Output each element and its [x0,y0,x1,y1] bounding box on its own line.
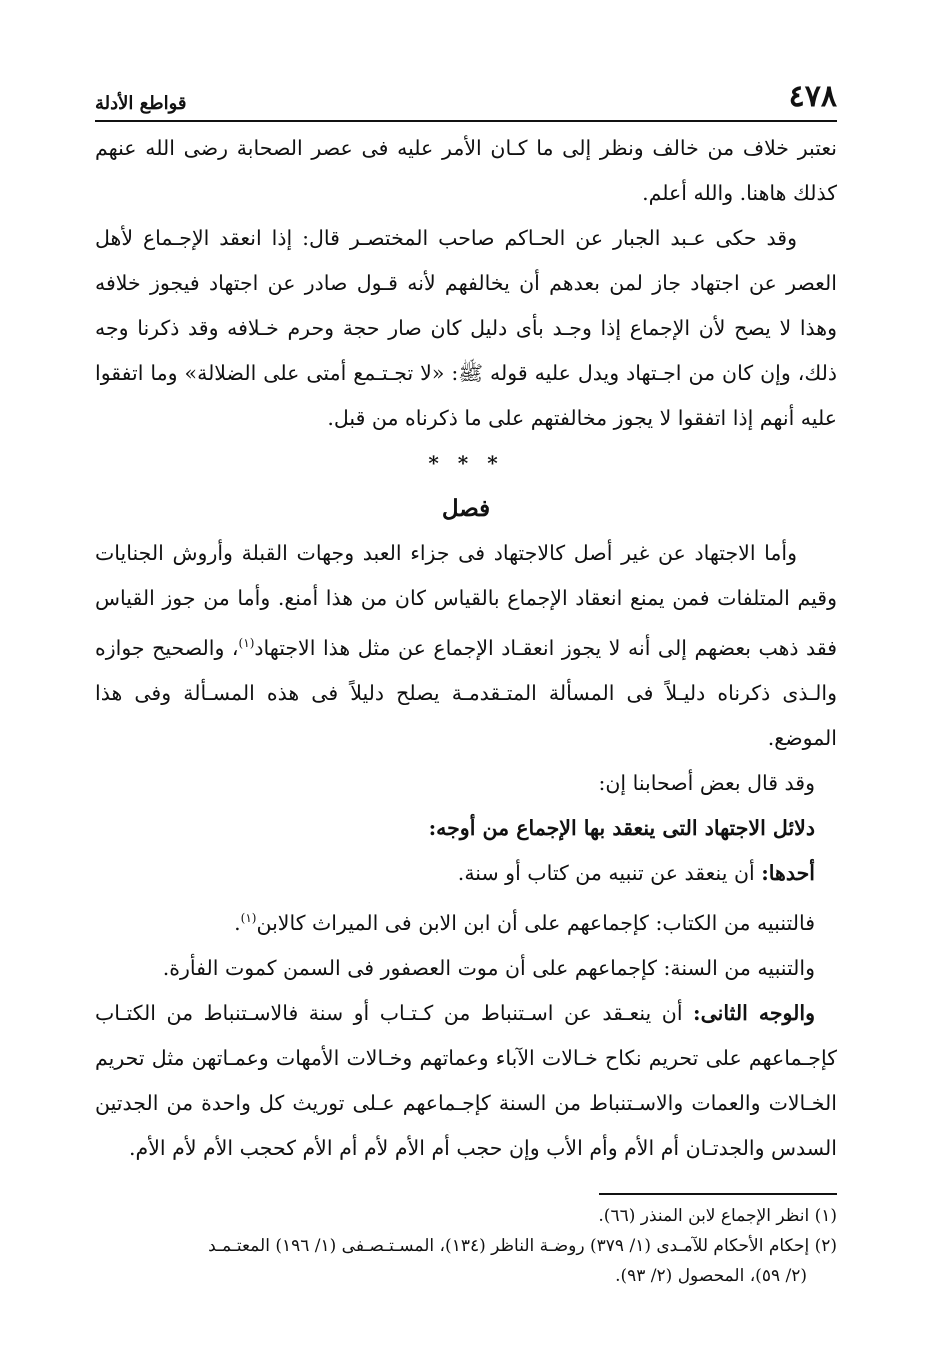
page-header [95,70,837,114]
paragraph-8-text: أن ينعـقد عن اسـتنباط من كـتـاب أو سنة فالاسـتنباط من الكتـاب كإجـماعهم على تحريم نكاح خـالات الآباء وعماتهم وخـالات الأمهات وعمـاتهن مثل تحريم الخـالات والعمات والاسـتنباط من السنة كإجـماعهم عـلى توريث كل واحدة من الجدتين السدس والجدتـان أم الأم وأم الأب وإن حجب أم الأم لأم أم الأم كحجب الأم لأم الأم. [95,1000,837,1160]
footnote-2: (٢) إحكام الأحكام للآمـدى (١/ ٣٧٩) روضـة الناظر (١٣٤)، المسـتـصـفى (١/ ١٩٦) المعتـمـد [208,1235,837,1256]
paragraph-1: نعتبر خلاف من خالف ونظر إلى ما كـان الأمر عليه فى عصر الصحابة رضى الله عنهم كذلك هاهنا. والله أعلم. [95,136,837,205]
footnote-ref: (١) [240,910,257,925]
subheading: دلائل الاجتهاد التى ينعقد بها الإجماع من أوجه: [428,815,815,840]
paragraph-5 [95,851,837,896]
page-number: ٤٧٨ [788,79,837,114]
footnote-rule [599,1193,837,1195]
paragraph-8 [95,991,837,1171]
paragraph-7: والتنبيه من السنة: كإجماعهم على أن موت العصفور فى السمن كموت الفأرة. [162,955,815,980]
section-separator: * * * [428,451,504,475]
paragraph-3-text-a: وأما الاجتهاد عن غير أصل كالاجتهاد فى جزاء العبد وجهات القبلة وأروش الجنايات وقيم المتلفات فمن يمنع انعقاد الإجماع بالقياس كان من هذا أمنع. وأما من جوز القياس فقد ذهب بعضهم إلى أنه لا يجوز انعقـاد الإجماع عن مثل هذا الاجتهاد [95,541,837,660]
paragraph-3-text-b: ، والصحيح جوازه والـذى ذكرناه دليـلاً فى المسألة المتـقدمـة يصلح دليلاً فى هذه المسـألة وفى هذا الموضع. [95,635,837,750]
paragraph-6-text-a: فالتنبيه من الكتاب: كإجماعهم على أن ابن الابن فى الميراث كالابن [256,910,815,935]
header-rule [95,120,837,122]
paragraph-2: وقد حكى عـبد الجبار عن الحـاكم صاحب المختصـر قال: إذا انعقد الإجـماع لأهل العصر عن اجتهاد جاز لمن بعدهم أن يخالفهم لأنه قـول صادر عن اجتهاد فيجوز خلافه وهذا لا يصح لأن الإجماع إذا وجـد بأى دليل كان صار حجة وحرم خـلافه وقد ذكرنا وجه ذلك، وإن كان من اجـتهاد ويدل عليه قوله ﷺ: «لا تجـتـمع أمتى على الضلالة» وما اتفقوا عليه أنهم إذا اتفقوا لا يجوز مخالفتهم على ما ذكرناه من قبل. [95,226,837,430]
running-title: قواطع الأدلة [95,93,187,114]
section-title: فصل [441,495,491,522]
footnote-2-continued: (٢/ ٥٩)، المحصول (٢/ ٩٣). [615,1265,807,1286]
main-text [95,126,837,1171]
book-page [95,70,837,1291]
footnotes [95,1201,837,1291]
paragraph-3 [95,531,837,761]
paragraph-5-lead: أحدها: [761,860,815,885]
paragraph-5-text: أن ينعقد عن تنبيه من كتاب أو سنة. [457,860,762,885]
footnote-1: (١) انظر الإجماع لابن المنذر (٦٦). [598,1205,837,1226]
paragraph-8-lead: والوجه الثانى: [693,1000,815,1025]
paragraph-6-text-b: . [234,910,241,935]
paragraph-6 [95,896,837,946]
footnote-ref: (١) [238,636,255,650]
paragraph-4: وقد قال بعض أصحابنا إن: [598,770,815,795]
